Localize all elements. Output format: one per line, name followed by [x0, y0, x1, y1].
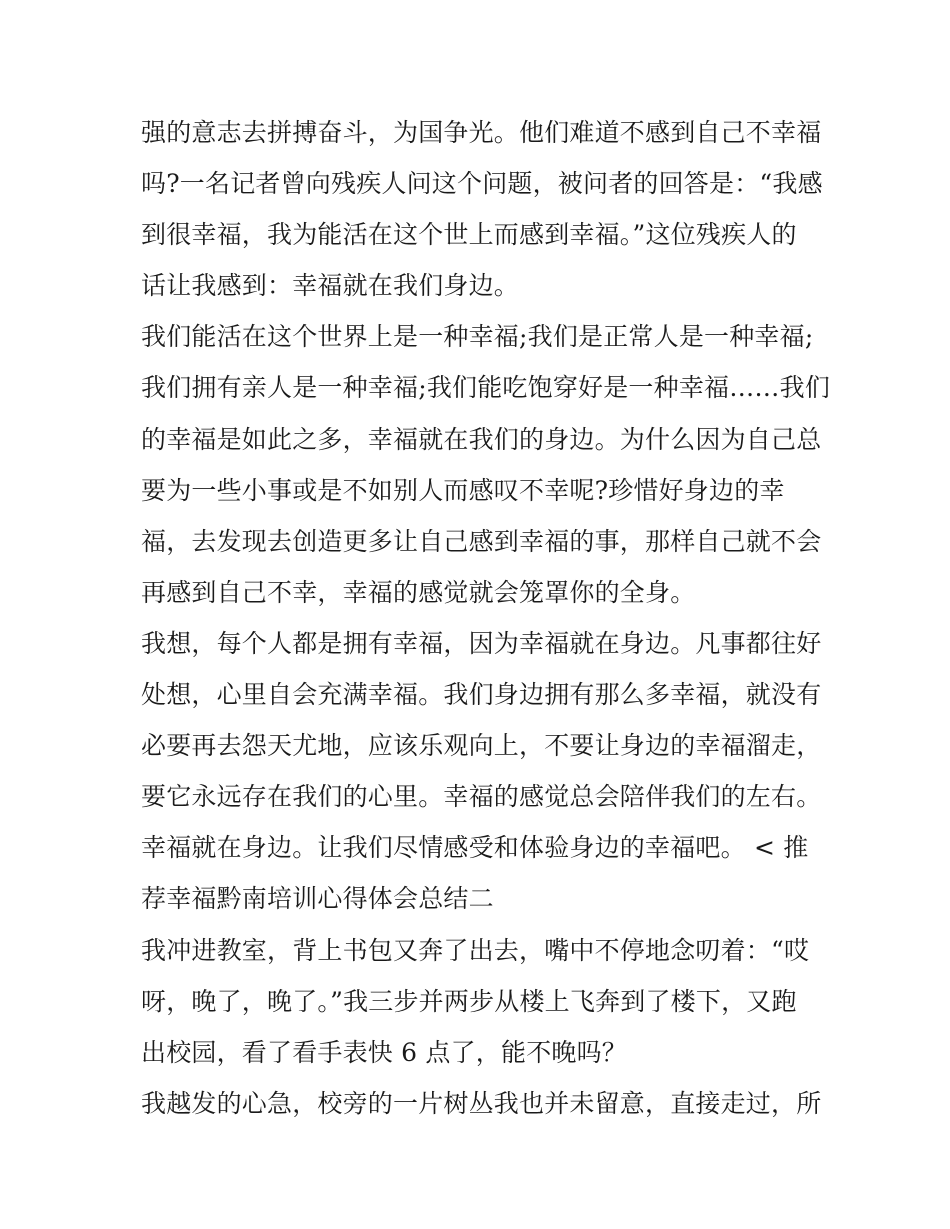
text-line: 处想，心里自会充满幸福。我们身边拥有那么多幸福，就没有 [141, 680, 822, 710]
text-line: 幸福就在身边。让我们尽情感受和体验身边的幸福吧。 < 推 [141, 833, 809, 863]
text-line: 要它永远存在我们的心里。幸福的感觉总会陪伴我们的左右。 [141, 782, 822, 812]
text-line: 必要再去怨天尤地，应该乐观向上，不要让身边的幸福溜走， [141, 731, 822, 761]
text-line: 话让我感到：幸福就在我们身边。 [141, 271, 520, 301]
text-line: 福，去发现去创造更多让自己感到幸福的事，那样自己就不会 [141, 526, 822, 556]
text-line: 强的意志去拼搏奋斗，为国争光。他们难道不感到自己不幸福 [141, 118, 822, 147]
text-line: 出校园，看了看手表快 6 点了，能不晚吗？ [141, 1037, 628, 1067]
text-line: 我们拥有亲人是一种幸福;我们能吃饱穿好是一种幸福……我们 [141, 373, 831, 403]
text-line: 到很幸福，我为能活在这个世上而感到幸福。”这位残疾人的 [141, 220, 797, 250]
section-title: 荐幸福黔南培训心得体会总结二 [141, 884, 494, 914]
text-line: 我冲进教室，背上书包又奔了出去，嘴中不停地念叨着：“哎 [141, 935, 810, 965]
text-line: 吗?一名记者曾向残疾人问这个问题，被问者的回答是：“我感 [141, 169, 823, 199]
text-line: 我想，每个人都是拥有幸福，因为幸福就在身边。凡事都往好 [141, 628, 822, 658]
text-line: 要为一些小事或是不如别人而感叹不幸呢?珍惜好身边的幸 [141, 475, 785, 505]
text-line: 的幸福是如此之多，幸福就在我们的身边。为什么因为自己总 [141, 424, 822, 454]
document-body [141, 107, 831, 1129]
text-line: 呀，晚了，晚了。”我三步并两步从楼上飞奔到了楼下，又跑 [141, 986, 797, 1016]
text-line: 我越发的心急，校旁的一片树丛我也并未留意，直接走过，所 [141, 1088, 822, 1118]
text-line: 我们能活在这个世界上是一种幸福;我们是正常人是一种幸福; [141, 322, 814, 352]
text-line: 再感到自己不幸，幸福的感觉就会笼罩你的全身。 [141, 577, 696, 607]
